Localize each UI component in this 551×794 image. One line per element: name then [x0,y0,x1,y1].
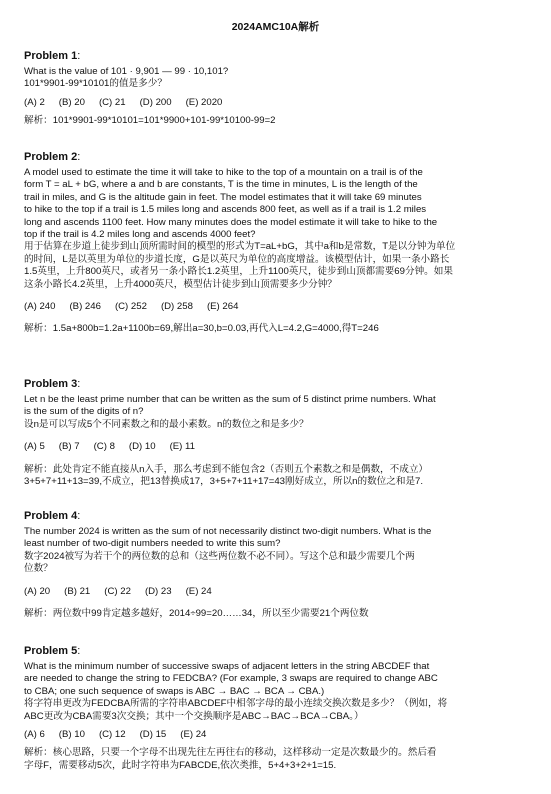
problem-text-zh: 将字符串更改为FEDCBA所需的字符串ABCDEF中相邻字母的最小连续交换次数是多少？（例如，将 [24,698,448,710]
problem-text-en: to hike to the top if a trail is 1.5 miles long and ascends 800 feet, as well as if a trail is 1.2 miles [24,204,427,216]
solution-text: 解析：1.5a+800b=1.2a+1100b=69,解出a=30,b=0.03,再代入L=4.2,G=4000,得T=246 [24,323,379,335]
choice-b: (B) 246 [69,301,101,313]
problem-text-en: trail in miles, and G is the altitude gain in feet. The model estimates that it will take 69 minutes [24,191,422,203]
problem-text-en: top if the trail is 4.2 miles long and ascends 4000 feet? [24,229,256,241]
problem-text-zh: ABC更改为CBA需要3次交换；其中一个交换顺序是ABC→BAC→BCA→CBA。） [24,710,364,722]
problem-2 [24,151,529,336]
problem-text-en: least number of two-digit numbers needed to write this sum? [24,538,281,550]
problem-text-zh: 1.5英里，上升800英尺，或者另一条小路长1.2英里，上升1100英尺，徒步到山顶都需要69分钟。如果 [24,266,453,278]
problem-title: Problem 1: [24,50,81,62]
choice-b: (B) 20 [58,96,85,108]
problem-text-en: long and ascends 1100 feet. How many minutes does the model estimate it will take to hike to the [24,216,438,228]
problem-text-en: What is the value of 101 · 9,901 — 99 · 10,101? [24,66,229,77]
choice-a: (A) 2 [24,96,45,108]
choice-e: (E) 11 [169,441,195,453]
solution-text: 解析：两位数中99肯定越多越好，2014÷99=20……34，所以至少需要21个两位数 [24,608,369,620]
choice-e: (E) 2020 [185,96,223,108]
problem-text-en: Let n be the least prime number that can be written as the sum of 5 distinct prime numbers. What [24,394,436,405]
problem-3 [24,378,529,488]
choice-d: (D) 258 [160,301,193,313]
choice-c: (C) 252 [114,301,147,313]
choice-d: (D) 15 [139,729,167,741]
answer-choices [24,586,529,598]
solution-text: 解析：此处肯定不能直接从n入手，那么考虑到不能包含2（否则五个素数之和是偶数，不成立） [24,463,429,475]
problem-title: Problem 2: [24,151,81,163]
choice-a: (A) 240 [24,301,56,313]
problem-text-en: The number 2024 is written as the sum of not necessarily distinct two-digit numbers. What is the [24,526,432,537]
problem-text-en: are needed to change the string to FEDCBA? (For example, 3 swaps are required to change ABC [24,673,438,685]
solution-text: 解析：核心思路，只要一个字母不出现先往左再往右的移动，这样移动一定是次数最少的。然后看 [24,747,437,759]
choice-b: (B) 10 [58,729,85,741]
problem-4 [24,510,529,620]
choice-c: (C) 12 [98,729,126,741]
problem-text-en: to CBA; one such sequence of swaps is ABC → BAC → BCA → CBA.) [24,685,325,697]
problem-text-zh: 101*9901-99*10101的值是多少？ [24,78,167,90]
choice-c: (C) 22 [104,585,131,597]
problem-text-en: form T = aL + bG, where a and b are constants, T is the time in minutes, L is the length of the [24,179,418,191]
choice-d: (D) 10 [128,441,156,453]
solution-text: 解析：101*9901-99*10101=101*9900+101-99*10100-99=2 [24,115,276,127]
problem-text-zh: 的时间，L是以英里为单位的步道长度，G是以英尺为单位的高度增益。该模型估计，如果一条小路长 [24,253,450,265]
answer-choices [24,97,529,109]
choice-a: (A) 20 [24,585,51,597]
choice-e: (E) 24 [185,585,212,597]
choice-c: (C) 8 [93,441,115,453]
problem-text-zh: 用于估算在步道上徒步到山顶所需时间的模型的形式为T=aL+bG，其中a和b是常数，T是以分钟为单位 [24,241,456,253]
problem-title: Problem 4: [24,510,81,522]
problem-text-zh: 数字2024被写为若干个的两位数的总和（这些两位数不必不同）。写这个总和最少需要几个两 [24,550,415,562]
problem-text-en: A model used to estimate the time it will take to hike to the top of a mountain on a trail is of the [24,167,423,178]
problem-5 [24,645,529,772]
choice-d: (D) 23 [144,585,172,597]
problem-title: Problem 5: [24,645,81,657]
choice-d: (D) 200 [139,96,172,108]
choice-a: (A) 5 [24,441,45,453]
document-title: 2024AMC10A解析 [231,21,320,33]
problem-1 [24,50,529,128]
problem-text-zh: 这条小路长4.2英里，上升4000英尺，模型估计徒步到山顶需要多少分钟？ [24,278,337,290]
choice-e: (E) 24 [180,729,207,741]
choice-a: (A) 6 [24,729,45,741]
choice-e: (E) 264 [206,301,239,313]
problem-text-zh: 位数？ [24,563,53,575]
choice-c: (C) 21 [98,96,126,108]
answer-choices [24,729,529,741]
problem-text-en: is the sum of the digits of n? [24,406,144,418]
choice-b: (B) 7 [58,441,80,453]
problem-text-en: What is the minimum number of successive swaps of adjacent letters in the string ABCDEF that [24,661,430,672]
solution-text: 字母F，需要移动5次，此时字符串为FABCDE,依次类推，5+4+3+2+1=15. [24,759,337,771]
answer-choices [24,301,529,313]
problem-text-zh: 设n是可以写成5个不同素数之和的最小素数。n的数位之和是多少？ [24,418,309,430]
answer-choices [24,441,529,453]
choice-b: (B) 21 [64,585,91,597]
solution-text: 3+5+7+11+13=39,不成立，把13替换成17，3+5+7+11+17=43刚好成立，所以n的数位之和是7. [24,476,424,488]
problem-title: Problem 3: [24,378,81,390]
